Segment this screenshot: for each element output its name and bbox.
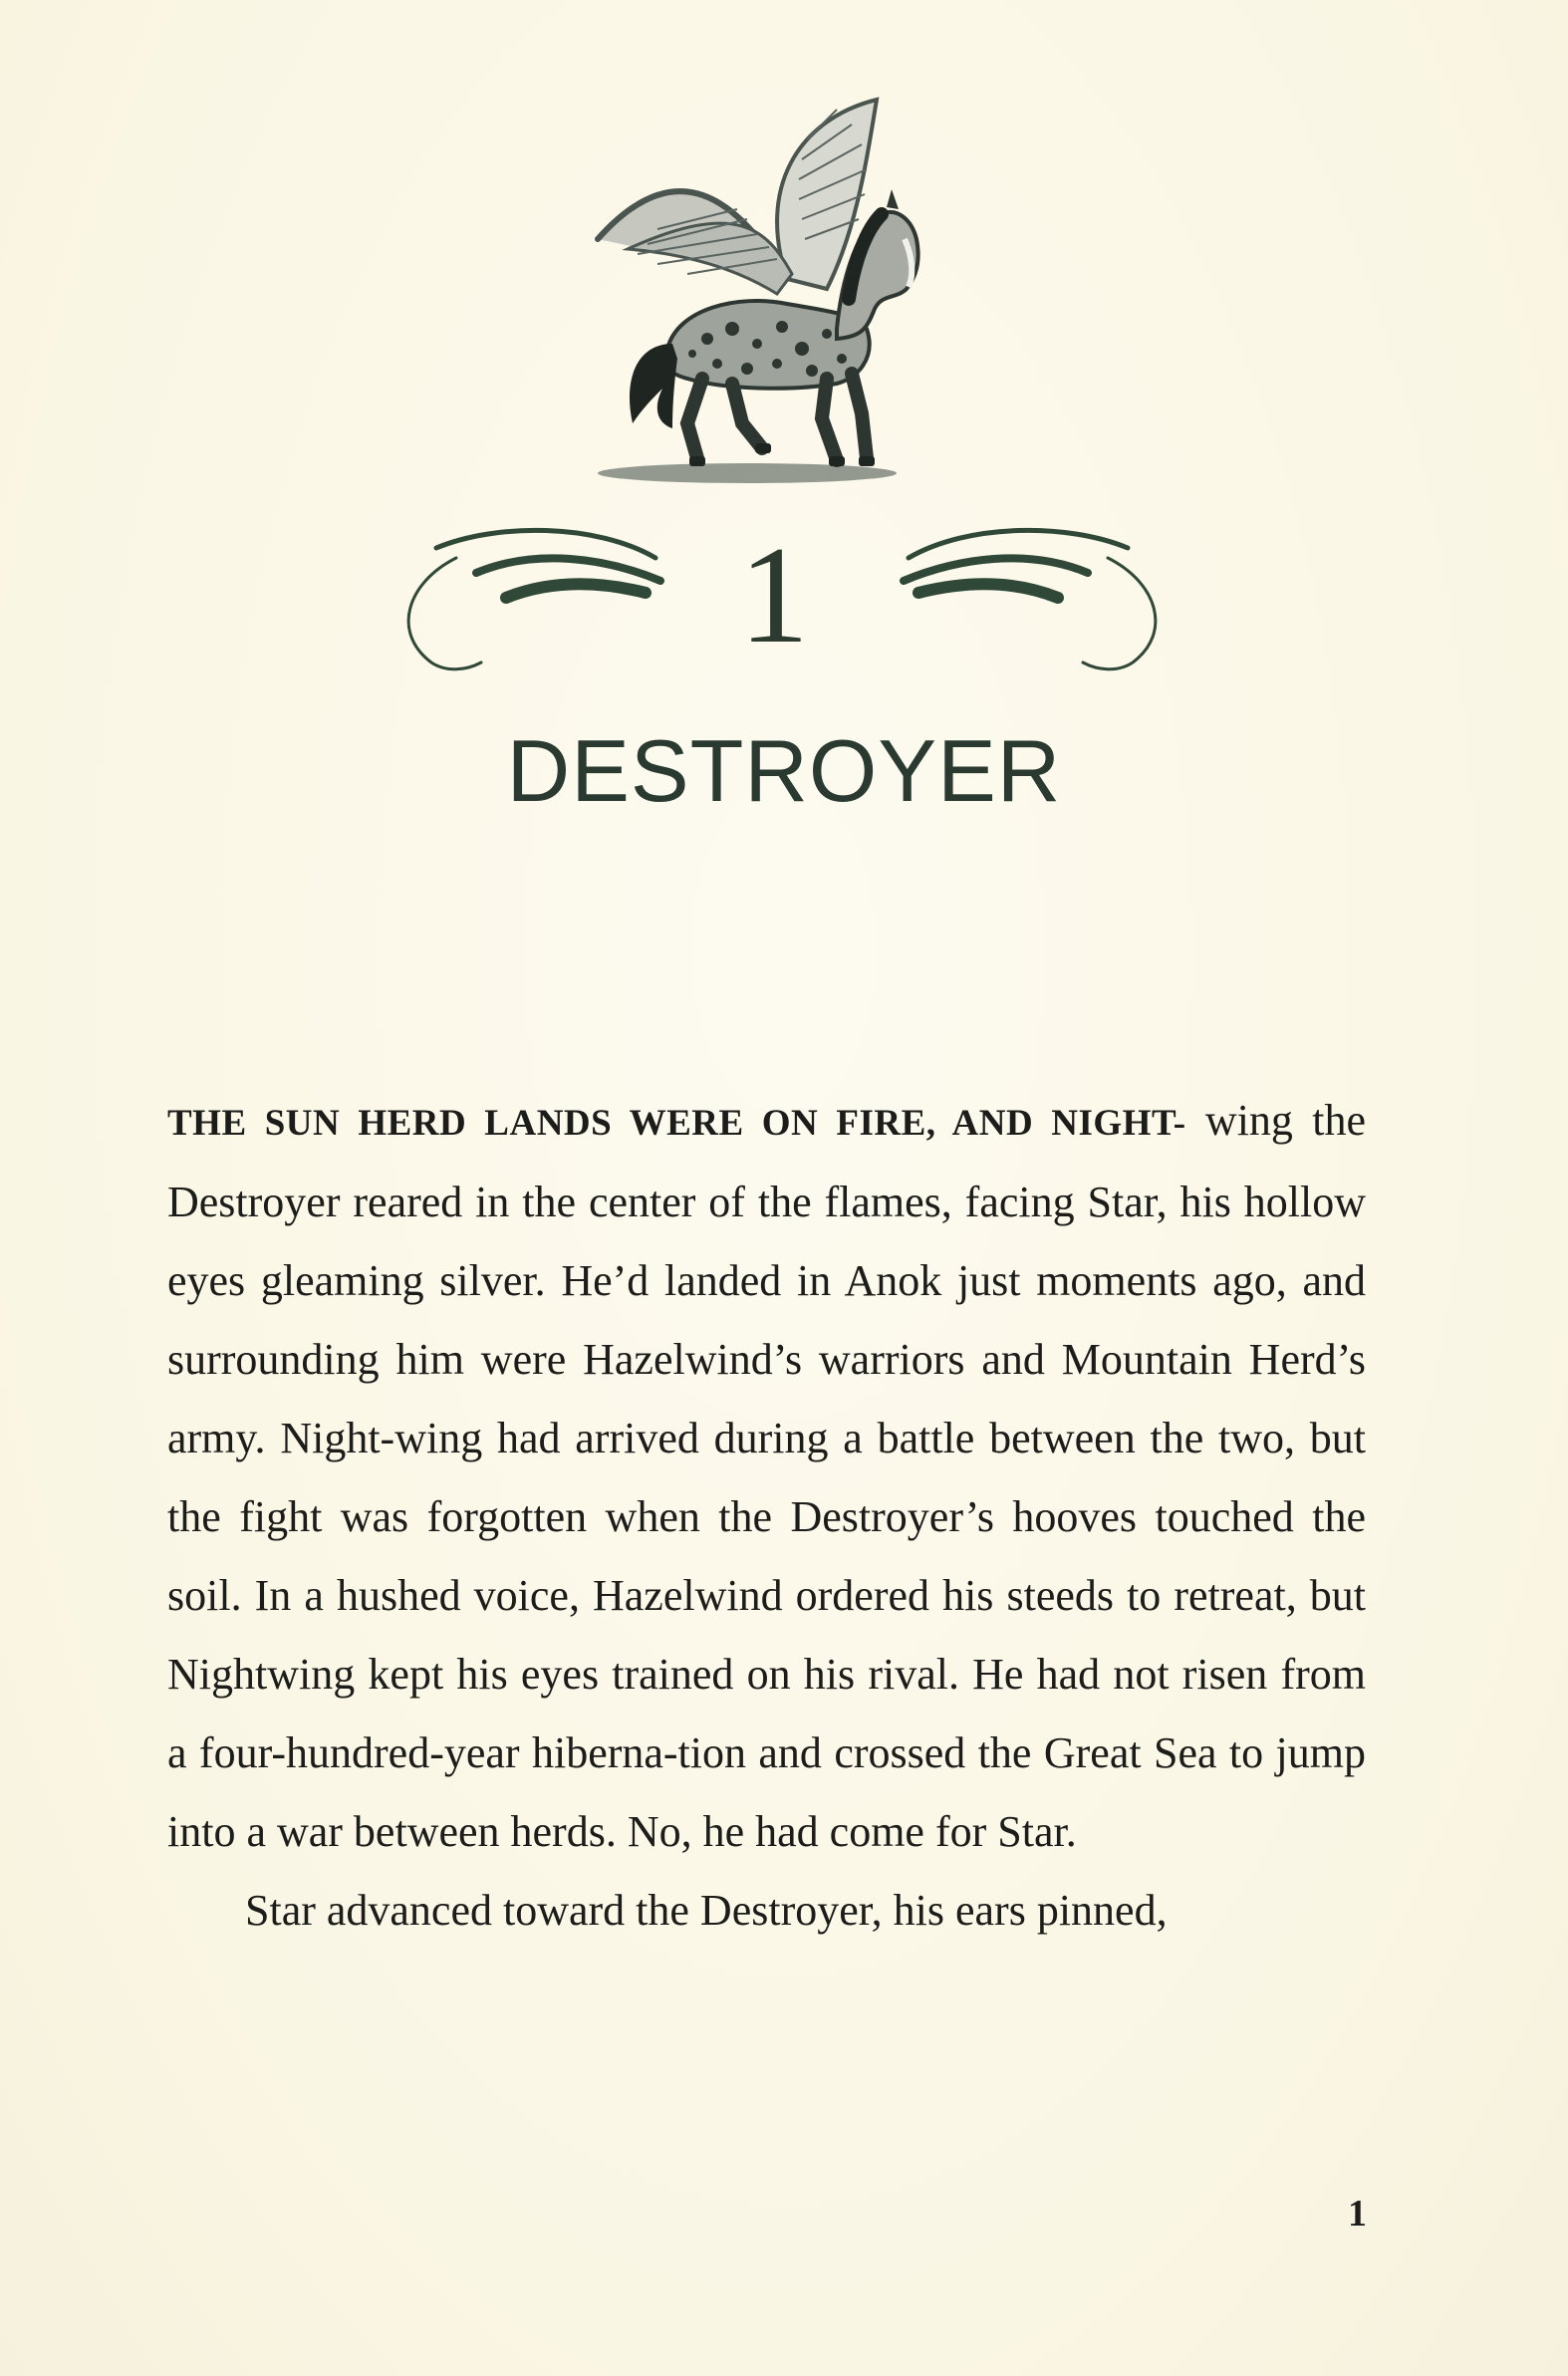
chapter-number: 1 [739, 518, 809, 672]
chapter-title: DESTROYER [506, 721, 1062, 820]
winged-horse-icon [538, 80, 936, 498]
flourish-right-icon [879, 503, 1177, 702]
page-number: 1 [1348, 2193, 1367, 2235]
paragraph-2: Star advanced toward the Destroyer, his ears pinned, [245, 1886, 1168, 1935]
paragraph-1-text: wing the Destroyer reared in the center of the flames, facing Star, his hollow eyes gleaming silver. He’d landed in Anok just moments ago, and surrounding him were Hazelwind’s warriors and Mountain Herd’s army. Night-wing had arrived during a battle between the two, but the fight was forgotten when the Destroyer’s hooves touched the soil. In a hushed voice, Hazelwind ordered his steeds to retreat, but Nightwing kept his eyes trained on his rival. He had not risen from a four-hundred-year hiberna-tion and crossed the Great Sea to jump into a war between herds. No, he had come for Star. [167, 1096, 1367, 1856]
chapter-body [167, 1081, 1366, 1950]
flourish-left-icon [387, 503, 685, 702]
paragraph-lead-caps: THE SUN HERD LANDS WERE ON FIRE, AND NIGHT- [167, 1103, 1186, 1144]
paragraph-1 [167, 1081, 1366, 1871]
